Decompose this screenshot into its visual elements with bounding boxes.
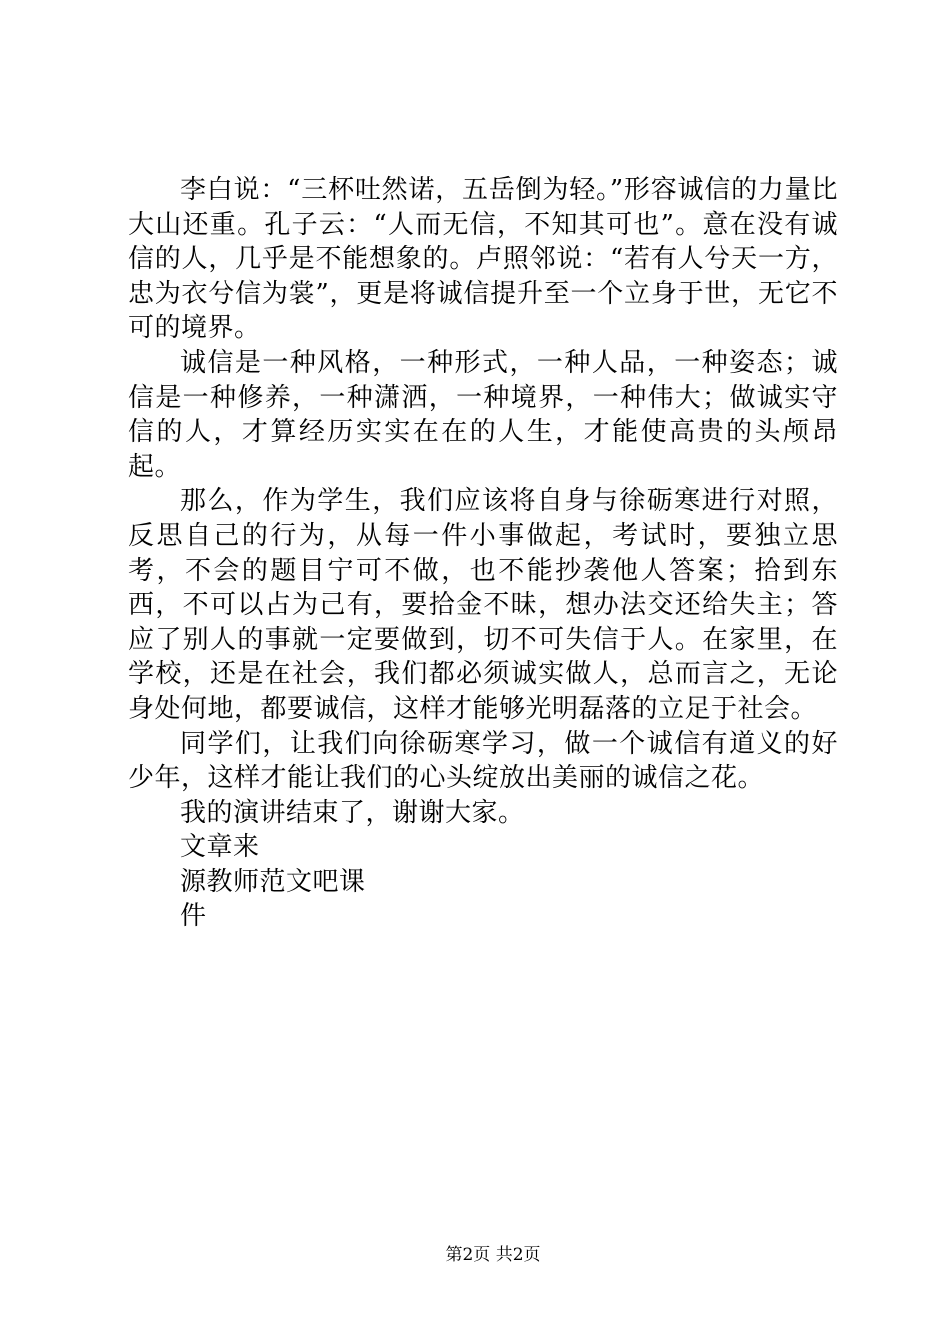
- paragraph-1: 李白说：“三杯吐然诺，五岳倒为轻。”形容诚信的力量比大山还重。孔子云：“人而无信，不知其可也”。意在没有诚信的人，几乎是不能想象的。卢照邻说：“若有人兮天一方，忠为衣兮信为裳”，更是将诚信提升至一个立身于世，无它不可的境界。: [128, 175, 838, 344]
- document-body: [128, 173, 838, 934]
- page-indicator: 第2页 共2页: [445, 1245, 541, 1265]
- paragraph-3: 那么，作为学生，我们应该将自身与徐砺寒进行对照，反思自己的行为，从每一件小事做起，考试时，要独立思考，不会的题目宁可不做，也不能抄袭他人答案；拾到东西，不可以占为己有，要拾金不昧，想办法交还给失主；答应了别人的事就一定要做到，切不可失信于人。在家里，在学校，还是在社会，我们都必须诚实做人，总而言之，无论身处何地，都要诚信，这样才能够光明磊落的立足于社会。: [128, 486, 838, 724]
- source-line-3: 件: [180, 901, 207, 932]
- source-line-2: 源教师范文吧课: [180, 866, 366, 897]
- page-footer: [0, 1244, 950, 1266]
- source-line-1: 文章来: [180, 832, 260, 863]
- closing-line: 我的演讲结束了，谢谢大家。: [180, 797, 525, 828]
- paragraph-2: 诚信是一种风格，一种形式，一种人品，一种姿态；诚信是一种修养，一种潇洒，一种境界，一种伟大；做诚实守信的人，才算经历实实在在的人生，才能使高贵的头颅昂起。: [128, 347, 838, 482]
- paragraph-4: 同学们，让我们向徐砺寒学习，做一个诚信有道义的好少年，这样才能让我们的心头绽放出美丽的诚信之花。: [128, 728, 838, 794]
